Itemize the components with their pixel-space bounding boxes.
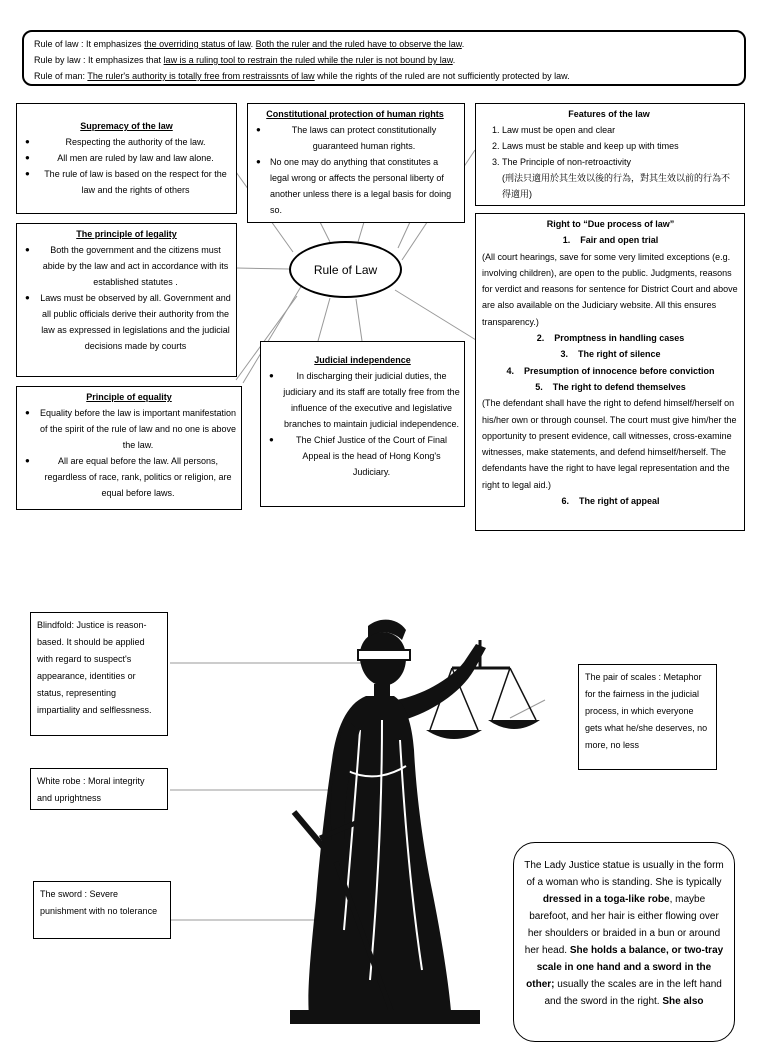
def-rule-of-man: Rule of man: The ruler's authority is totally free from restraissnts of law while the rights of the ruled are not sufficiently protected by law. [34, 71, 570, 81]
judicial-item: ● In discharging their judicial duties, the judiciary and its staff are totally free from the influence of the executive and legislative branches to maintain judicial independence. [265, 368, 460, 432]
features-note: (刑法只適用於其生效以後的行為，對其生效以前的行為不得適用) [502, 173, 730, 199]
features-item: 1. Law must be open and clear [502, 122, 738, 138]
supremacy-title: Supremacy of the law [80, 121, 173, 131]
statue-note-text: usually the scales are in the left hand and the sword in the right. [544, 979, 722, 1007]
judicial-box [260, 341, 465, 507]
due-process-para: (All court hearings, save for some very limited exceptions (e.g. involving children), are open to the public. Judgments, reasons for verdict and reasons for sentence for District Court and above are also available on the Judiciary website. All this ensures transparency.) [482, 251, 738, 327]
legality-box [16, 223, 237, 377]
due-process-item: 3. The right of silence [560, 349, 661, 360]
statue-note-bold: dressed in a toga-like robe [542, 894, 670, 905]
equality-box [16, 386, 242, 510]
scales-label: The pair of scales : Metaphor for the fairness in the judicial process, in which everyone gets what he/she deserves, no more, no less [578, 664, 717, 770]
features-item: 2. Laws must be stable and keep up with times [502, 138, 738, 154]
supremacy-item: ● Respecting the authority of the law. [21, 134, 232, 150]
constitutional-box [247, 103, 465, 223]
constitutional-title: Constitutional protection of human rights [266, 109, 444, 119]
constitutional-item: ● No one may do anything that constitutes a legal wrong or affects the personal liberty of another unless there is a legal basis for doing so. [252, 154, 458, 218]
due-process-para: (The defendant shall have the right to defend himself/herself on his/her own or through counsel. The court must give him/her the opportunity to present evidence, call witnesses, cross-examine witnesses, make statements, and defend himself/herself. The defendants have the right to have legal representation and the right to legal aid.) [482, 398, 737, 490]
statue-note-text: The Lady Justice statue is usually in the form of a woman who is standing. She is typically [524, 860, 724, 888]
rule-of-law-oval [289, 241, 402, 298]
statue-note-bold: She also [662, 996, 704, 1007]
judicial-item: ● The Chief Justice of the Court of Final Appeal is the head of Hong Kong's Judiciary. [265, 432, 460, 480]
statue-note [513, 842, 735, 1042]
supremacy-item: ● The rule of law is based on the respect for the law and the rights of others [21, 166, 232, 198]
def-rule-by-law: Rule by law : It emphasizes that law is a ruling tool to restrain the ruled while the ruler is not bound by law. [34, 55, 456, 65]
equality-item: ● Equality before the law is important manifestation of the spirit of the rule of law and no one is above the law. [21, 405, 237, 453]
robe-label: White robe : Moral integrity and uprightness [30, 768, 168, 810]
due-process-item: 6. The right of appeal [561, 496, 660, 507]
blindfold-label: Blindfold: Justice is reason-based. It should be applied with regard to suspect's appearance, identities or status, representing impartiality and selflessness. [30, 612, 168, 736]
statue-note-text: , maybe barefoot, and her hair is either flowing over her shoulders or braided in a bun or around her head. [524, 894, 721, 956]
legality-title: The principle of legality [76, 229, 177, 239]
due-process-item: 2. Promptness in handling cases [536, 333, 685, 344]
sword-label: The sword : Severe punishment with no tolerance [33, 881, 171, 939]
def-rule-of-law: Rule of law : It emphasizes the overriding status of law. Both the ruler and the ruled have to observe the law. [34, 39, 465, 49]
features-box [475, 103, 745, 206]
features-item: 3. The Principle of non-retroactivity [502, 154, 738, 170]
due-process-item: 5. The right to defend themselves [535, 381, 686, 392]
features-title: Features of the law [568, 109, 650, 119]
center-label: Rule of Law [313, 262, 378, 277]
lady-justice-illustration [160, 600, 560, 1024]
supremacy-item: ● All men are ruled by law and law alone. [21, 150, 232, 166]
statue-note-bold: She holds a balance, or two-tray scale in one hand and a sword in the other; [526, 945, 724, 990]
supremacy-box [16, 103, 237, 214]
equality-title: Principle of equality [86, 392, 172, 402]
due-process-item: 4. Presumption of innocence before conviction [506, 365, 715, 376]
judicial-title: Judicial independence [314, 355, 411, 365]
constitutional-item: ● The laws can protect constitutionally guaranteed human rights. [252, 122, 458, 154]
due-process-title: Right to “Due process of law” [546, 219, 675, 229]
due-process-item: 1. Fair and open trial [562, 235, 659, 246]
due-process-box [475, 213, 745, 531]
equality-item: ● All are equal before the law. All persons, regardless of race, rank, politics or religion, are equal before laws. [21, 453, 237, 501]
legality-item: ● Laws must be observed by all. Government and all public officials derive their authority from the law as expressed in legislations and the judicial decisions made by courts [21, 290, 232, 354]
legality-item: ● Both the government and the citizens must abide by the law and act in accordance with its established statutes . [21, 242, 232, 290]
